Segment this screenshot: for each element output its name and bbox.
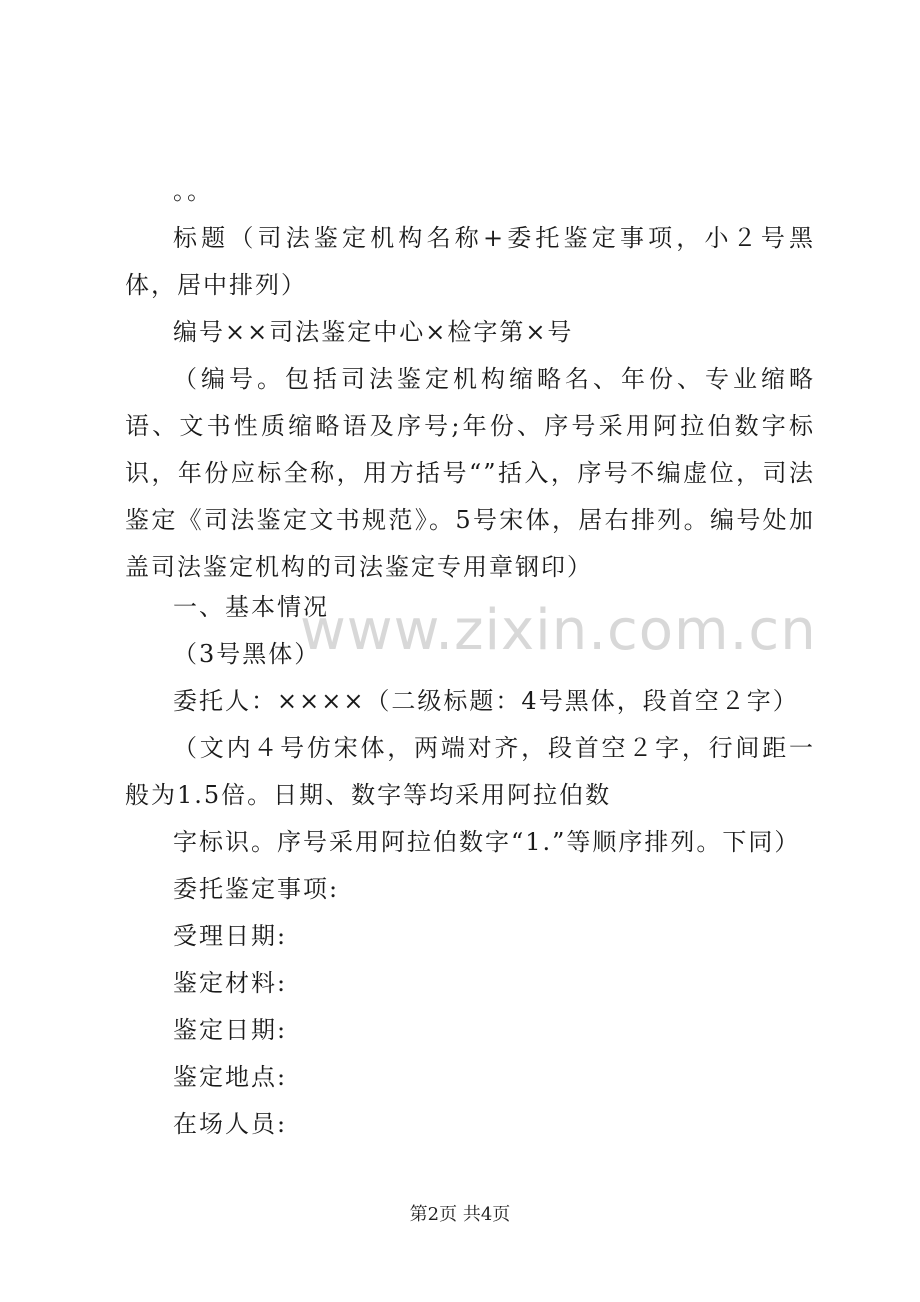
- paragraph-body-format-note: （文内４号仿宋体，两端对齐，段首空２字，行间距一般为1.5倍。日期、数字等均采用阿拉伯数: [125, 734, 815, 809]
- field-appraisal-date: 鉴定日期:: [173, 1016, 288, 1044]
- watermark: www.zixin.com.cn: [300, 598, 817, 663]
- paragraph-number: 编号××司法鉴定中心×检字第×号: [173, 318, 574, 346]
- paragraph-ellipsis: 。。: [173, 177, 213, 205]
- field-persons-present: 在场人员:: [173, 1110, 288, 1138]
- field-acceptance-date: 受理日期:: [173, 922, 288, 950]
- field-appraisal-location: 鉴定地点:: [173, 1063, 288, 1091]
- paragraph-numbering-note: 字标识。序号采用阿拉伯数字“1.”等顺序排列。下同）: [173, 828, 801, 856]
- paragraph-heading-note: （3号黑体）: [173, 640, 321, 668]
- paragraph-title-note: 标题（司法鉴定机构名称+委托鉴定事项，小２号黑体，居中排列）: [125, 224, 815, 299]
- field-appraisal-materials: 鉴定材料:: [173, 969, 288, 997]
- page-footer: 第2页 共4页: [409, 1204, 511, 1225]
- section-heading-basic-info: 一、基本情况: [173, 593, 329, 621]
- field-entrusted-matters: 委托鉴定事项:: [173, 875, 340, 903]
- paragraph-number-note: （编号。包括司法鉴定机构缩略名、年份、专业缩略语、文书性质缩略语及序号;年份、序号采用阿拉伯数字标识，年份应标全称，用方括号“”括入，序号不编虚位，司法鉴定《司法鉴定文书规范》。5号宋体，居右排列。编号处加盖司法鉴定机构的司法鉴定专用章钢印）: [125, 365, 815, 581]
- paragraph-client: 委托人：××××（二级标题：4号黑体，段首空２字）: [173, 687, 799, 715]
